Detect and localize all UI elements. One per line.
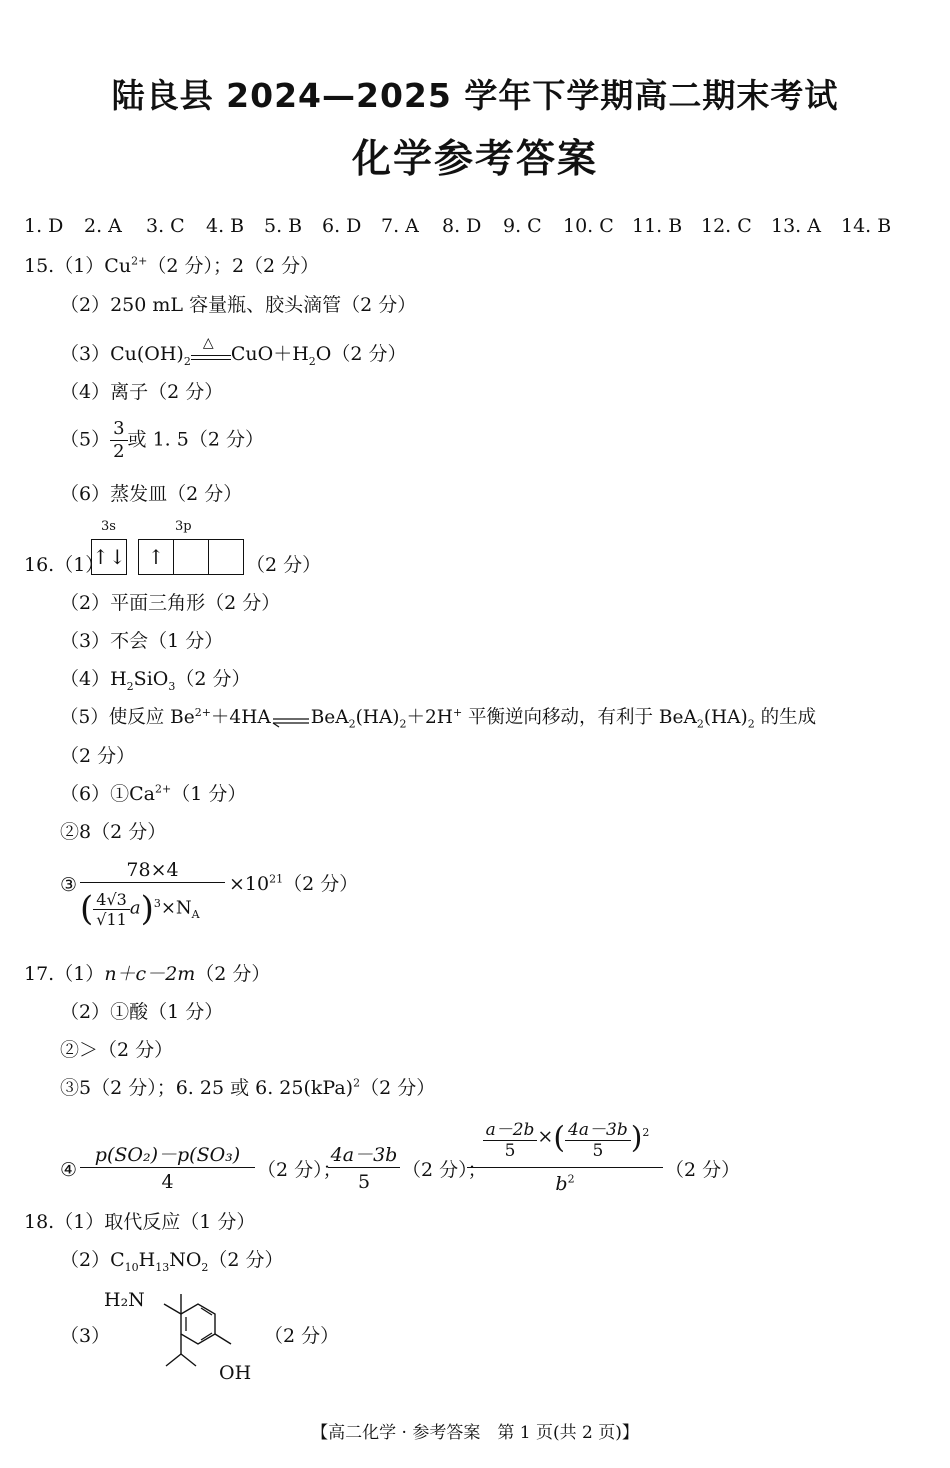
superscript: + xyxy=(452,705,463,719)
q18-line1: 18.（1）取代反应（1 分） xyxy=(24,1211,256,1233)
text: NO xyxy=(169,1249,202,1271)
variable-a: a xyxy=(129,897,141,919)
q16-line2: （2）平面三角形（2 分） xyxy=(60,592,281,614)
subscript: 3 xyxy=(168,679,176,693)
text: H xyxy=(138,1249,156,1271)
second-numerator: 4a－3b xyxy=(330,1144,398,1166)
superscript: 21 xyxy=(269,872,284,886)
text: （3）Cu(OH) xyxy=(60,343,184,365)
superscript: 2+ xyxy=(131,254,148,268)
isopropyl-branch xyxy=(181,1354,196,1366)
q15-line4: （4）离子（2 分） xyxy=(60,381,224,403)
equals-line xyxy=(191,355,231,360)
orbital-label-3s: 3s xyxy=(101,519,116,534)
q17-line2: （2）①酸（1 分） xyxy=(60,1001,224,1023)
orbital-box-3p-1: ↑ xyxy=(138,539,174,575)
big-score: （2 分） xyxy=(665,1159,741,1181)
q15-line2: （2）250 mL 容量瓶、胶头滴管（2 分） xyxy=(60,294,417,316)
hydroxyl-label: OH xyxy=(219,1362,252,1384)
q15-line5 xyxy=(60,418,264,463)
mc-answer: 13. A xyxy=(771,215,821,237)
mc-answer: 5. B xyxy=(264,215,303,237)
text: (HA) xyxy=(355,707,400,728)
mc-answer: 12. C xyxy=(701,215,752,237)
density-denominator xyxy=(80,889,200,929)
equilibrium-arrow xyxy=(271,711,311,725)
numerator: a－2b xyxy=(483,1115,538,1141)
q17-line1 xyxy=(24,962,270,986)
q16-line1-score: （2 分） xyxy=(246,554,322,576)
subscript: 2 xyxy=(126,679,134,693)
text: 15.（1）Cu xyxy=(24,255,132,277)
text: ×10 xyxy=(229,873,270,895)
orbital-box-3p-2 xyxy=(173,539,209,575)
superscript: 2+ xyxy=(154,782,172,796)
kp-score: （2 分）； xyxy=(257,1159,342,1181)
paren-close: ) xyxy=(630,1120,643,1156)
density-numerator: 78×4 xyxy=(126,859,179,881)
kp-numerator: p(SO₂)－p(SO₃) xyxy=(94,1144,241,1166)
q16-line7: ②8（2 分） xyxy=(60,821,167,843)
big-fraction-bar xyxy=(467,1167,663,1168)
subscript: 2 xyxy=(747,717,755,731)
text: (HA) xyxy=(703,707,748,728)
denominator: 2 xyxy=(113,441,125,462)
circle-4: ④ xyxy=(60,1159,78,1181)
heat-condition xyxy=(191,335,231,360)
expression: n＋c－2m xyxy=(104,963,196,985)
numerator: 4√3 xyxy=(93,890,130,910)
text: ＋2H xyxy=(406,707,453,728)
text: BeA xyxy=(310,707,349,728)
text: ×N xyxy=(160,897,192,919)
subscript: 2 xyxy=(201,1260,209,1274)
answer-title: 化学参考答案 xyxy=(351,137,598,182)
superscript: 2+ xyxy=(194,705,211,719)
variable-b: b xyxy=(555,1173,568,1195)
big-num-frac-a xyxy=(483,1115,538,1161)
subscript: 2 xyxy=(183,354,191,368)
q18-line3-label: （3） xyxy=(60,1325,111,1347)
amino-bond xyxy=(164,1304,181,1314)
text: 17.（1） xyxy=(24,963,105,985)
circle-3: ③ xyxy=(60,874,78,896)
q16-line4 xyxy=(60,667,250,691)
mc-answer: 7. A xyxy=(381,215,419,237)
text: （2 分） xyxy=(208,1249,284,1271)
kp-denominator: 4 xyxy=(161,1171,174,1193)
text: （2 分） xyxy=(360,1077,436,1099)
exam-title: 陆良县 2024—2025 学年下学期高二期末考试 xyxy=(111,76,839,115)
text: （2 分） xyxy=(283,873,359,895)
subscript: 2 xyxy=(308,354,316,368)
subscript: 10 xyxy=(124,1260,139,1274)
q15-line3 xyxy=(60,335,407,368)
kp-fraction-bar xyxy=(80,1167,255,1168)
text: SiO xyxy=(133,668,169,690)
orbital-box-3s: ↑↓ xyxy=(91,539,127,575)
text: CuO＋H xyxy=(230,343,309,365)
mc-answer: 8. D xyxy=(442,215,482,237)
text: （6）①Ca xyxy=(60,783,155,805)
paren-open: ( xyxy=(553,1120,566,1156)
text: ③5（2 分）；6. 25 或 6. 25(kPa) xyxy=(60,1077,354,1099)
text: （4）H xyxy=(60,668,127,690)
text: 或 1. 5（2 分） xyxy=(127,428,264,451)
q17-line4 xyxy=(60,1076,435,1100)
mc-answer: 9. C xyxy=(503,215,542,237)
big-num-frac-b xyxy=(565,1115,631,1161)
denominator: 5 xyxy=(592,1141,604,1161)
big-denominator xyxy=(467,1172,663,1196)
page-footer: 【高二化学 · 参考答案 第 1 页(共 2 页)】 xyxy=(311,1423,639,1443)
text: （5） xyxy=(60,428,111,451)
text: （2 分） xyxy=(195,963,271,985)
exponent: 2 xyxy=(567,1172,575,1186)
fraction xyxy=(110,418,127,463)
mc-answer: 10. C xyxy=(563,215,614,237)
mc-answer: 4. B xyxy=(206,215,245,237)
second-score: （2 分）； xyxy=(402,1159,487,1181)
inner-fraction xyxy=(93,890,130,929)
paren-open: ( xyxy=(80,889,94,929)
subscript: 13 xyxy=(155,1260,170,1274)
times-sign: × xyxy=(537,1125,554,1148)
text: （2 分） xyxy=(175,668,251,690)
orbital-box-3p-3 xyxy=(208,539,244,575)
text: （2 分）；2（2 分） xyxy=(147,255,320,277)
text: （5）使反应 Be xyxy=(60,707,195,728)
numerator: 4a－3b xyxy=(565,1115,631,1141)
density-tail xyxy=(229,872,358,896)
mc-answer: 6. D xyxy=(322,215,362,237)
subscript: 2 xyxy=(348,717,356,731)
q16-line6 xyxy=(60,782,246,806)
paren-close: ) xyxy=(140,889,154,929)
superscript: 2 xyxy=(353,1076,361,1090)
mc-answer: 11. B xyxy=(632,215,683,237)
hydroxyl-bond xyxy=(215,1334,231,1344)
density-fraction-bar xyxy=(80,882,225,883)
q16-line3: （3）不会（1 分） xyxy=(60,630,224,652)
denominator: 5 xyxy=(504,1141,516,1161)
second-denominator: 5 xyxy=(357,1171,371,1193)
big-numerator xyxy=(470,1115,662,1161)
subscript: A xyxy=(191,907,200,921)
isopropyl-branch xyxy=(166,1354,181,1366)
text: ＋4HA xyxy=(210,707,271,728)
text: 的生成 xyxy=(754,707,817,728)
q16-line5 xyxy=(60,706,816,730)
text: （1 分） xyxy=(171,783,247,805)
mc-answer: 2. A xyxy=(84,215,122,237)
exponent: 2 xyxy=(642,1125,650,1139)
q15-line1 xyxy=(24,254,319,278)
equilibrium-arrow-icon xyxy=(271,714,311,728)
triangle-icon: △ xyxy=(202,335,214,351)
second-fraction-bar xyxy=(328,1167,400,1168)
denominator: √11 xyxy=(96,909,127,929)
orbital-label-3p: 3p xyxy=(175,519,192,534)
q15-line6: （6）蒸发皿（2 分） xyxy=(60,483,243,505)
mc-answer: 14. B xyxy=(841,215,892,237)
text: 平衡逆向移动，有利于 BeA xyxy=(462,707,697,728)
numerator: 3 xyxy=(110,418,127,441)
q17-line3: ②＞（2 分） xyxy=(60,1039,174,1061)
exponent: 3 xyxy=(153,896,161,910)
subscript: 2 xyxy=(696,717,704,731)
q16-line1-label: 16.（1） xyxy=(24,554,105,576)
text: O（2 分） xyxy=(315,343,407,365)
amino-label: H₂N xyxy=(104,1289,145,1311)
q16-line5-score: （2 分） xyxy=(60,745,136,767)
q18-line3-score: （2 分） xyxy=(264,1325,340,1347)
mc-answer: 3. C xyxy=(146,215,185,237)
subscript: 2 xyxy=(399,717,407,731)
text: （2）C xyxy=(60,1249,125,1271)
q18-line2 xyxy=(60,1248,284,1272)
mc-answer: 1. D xyxy=(24,215,64,237)
